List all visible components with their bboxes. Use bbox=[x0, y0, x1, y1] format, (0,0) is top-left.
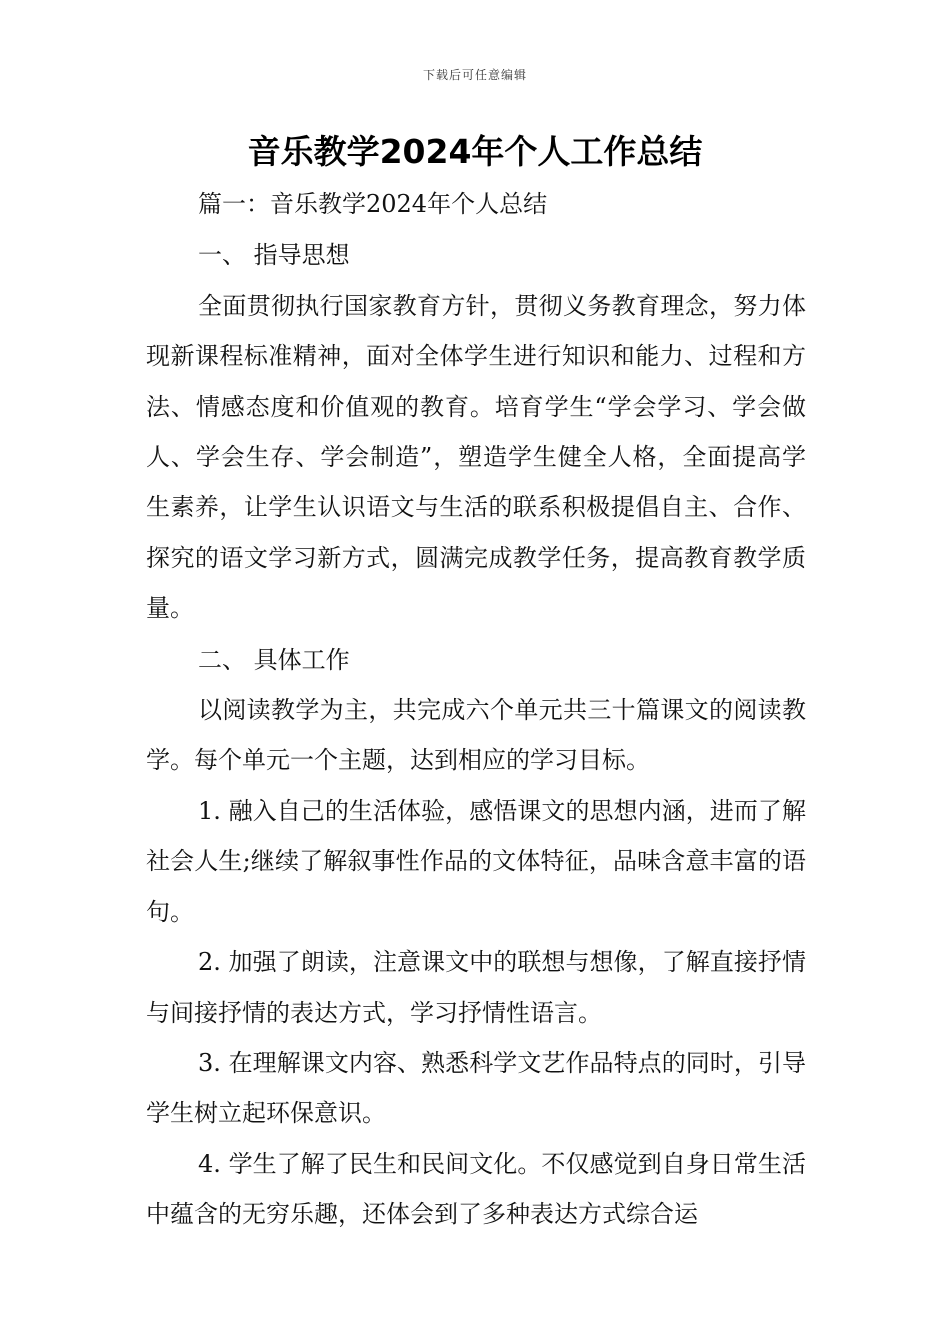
section-heading: 一、 指导思想 bbox=[198, 241, 350, 270]
body-paragraph: 以阅读教学为主，共完成六个单元共三十篇课文的阅读教学。每个单元一个主题，达到相应的学习目标。 bbox=[146, 696, 806, 775]
numbered-paragraph: 2. 加强了朗读，注意课文中的联想与想像，了解直接抒情与间接抒情的表达方式，学习抒情性语言。 bbox=[146, 948, 806, 1027]
header-note: 下载后可任意编辑 bbox=[422, 68, 527, 82]
document-title: 音乐教学2024年个人工作总结 bbox=[247, 132, 703, 171]
article-subtitle: 篇一：音乐教学2024年个人总结 bbox=[198, 190, 548, 218]
body-paragraph: 全面贯彻执行国家教育方针，贯彻义务教育理念，努力体现新课程标准精神，面对全体学生进行知识和能力、过程和方法、情感态度和价值观的教育。培育学生“学会学习、学会做人、学会生存、学会制造”，塑造学生健全人格，全面提高学生素养，让学生认识语文与生活的联系积极提倡自主、合作、探究的语文学习新方式，圆满完成教学任务，提高教育教学质量。 bbox=[146, 291, 806, 623]
section-heading: 二、 具体工作 bbox=[198, 645, 350, 674]
numbered-paragraph: 3. 在理解课文内容、熟悉科学文艺作品特点的同时，引导学生树立起环保意识。 bbox=[146, 1048, 806, 1128]
numbered-paragraph: 4. 学生了解了民生和民间文化。不仅感觉到自身日常生活中蕴含的无穷乐趣，还体会到了多种表达方式综合运 bbox=[146, 1149, 806, 1229]
numbered-paragraph: 1. 融入自己的生活体验，感悟课文的思想内涵，进而了解社会人生;继续了解叙事性作品的文体特征，品味含意丰富的语句。 bbox=[146, 796, 806, 926]
document-body bbox=[146, 179, 806, 1240]
